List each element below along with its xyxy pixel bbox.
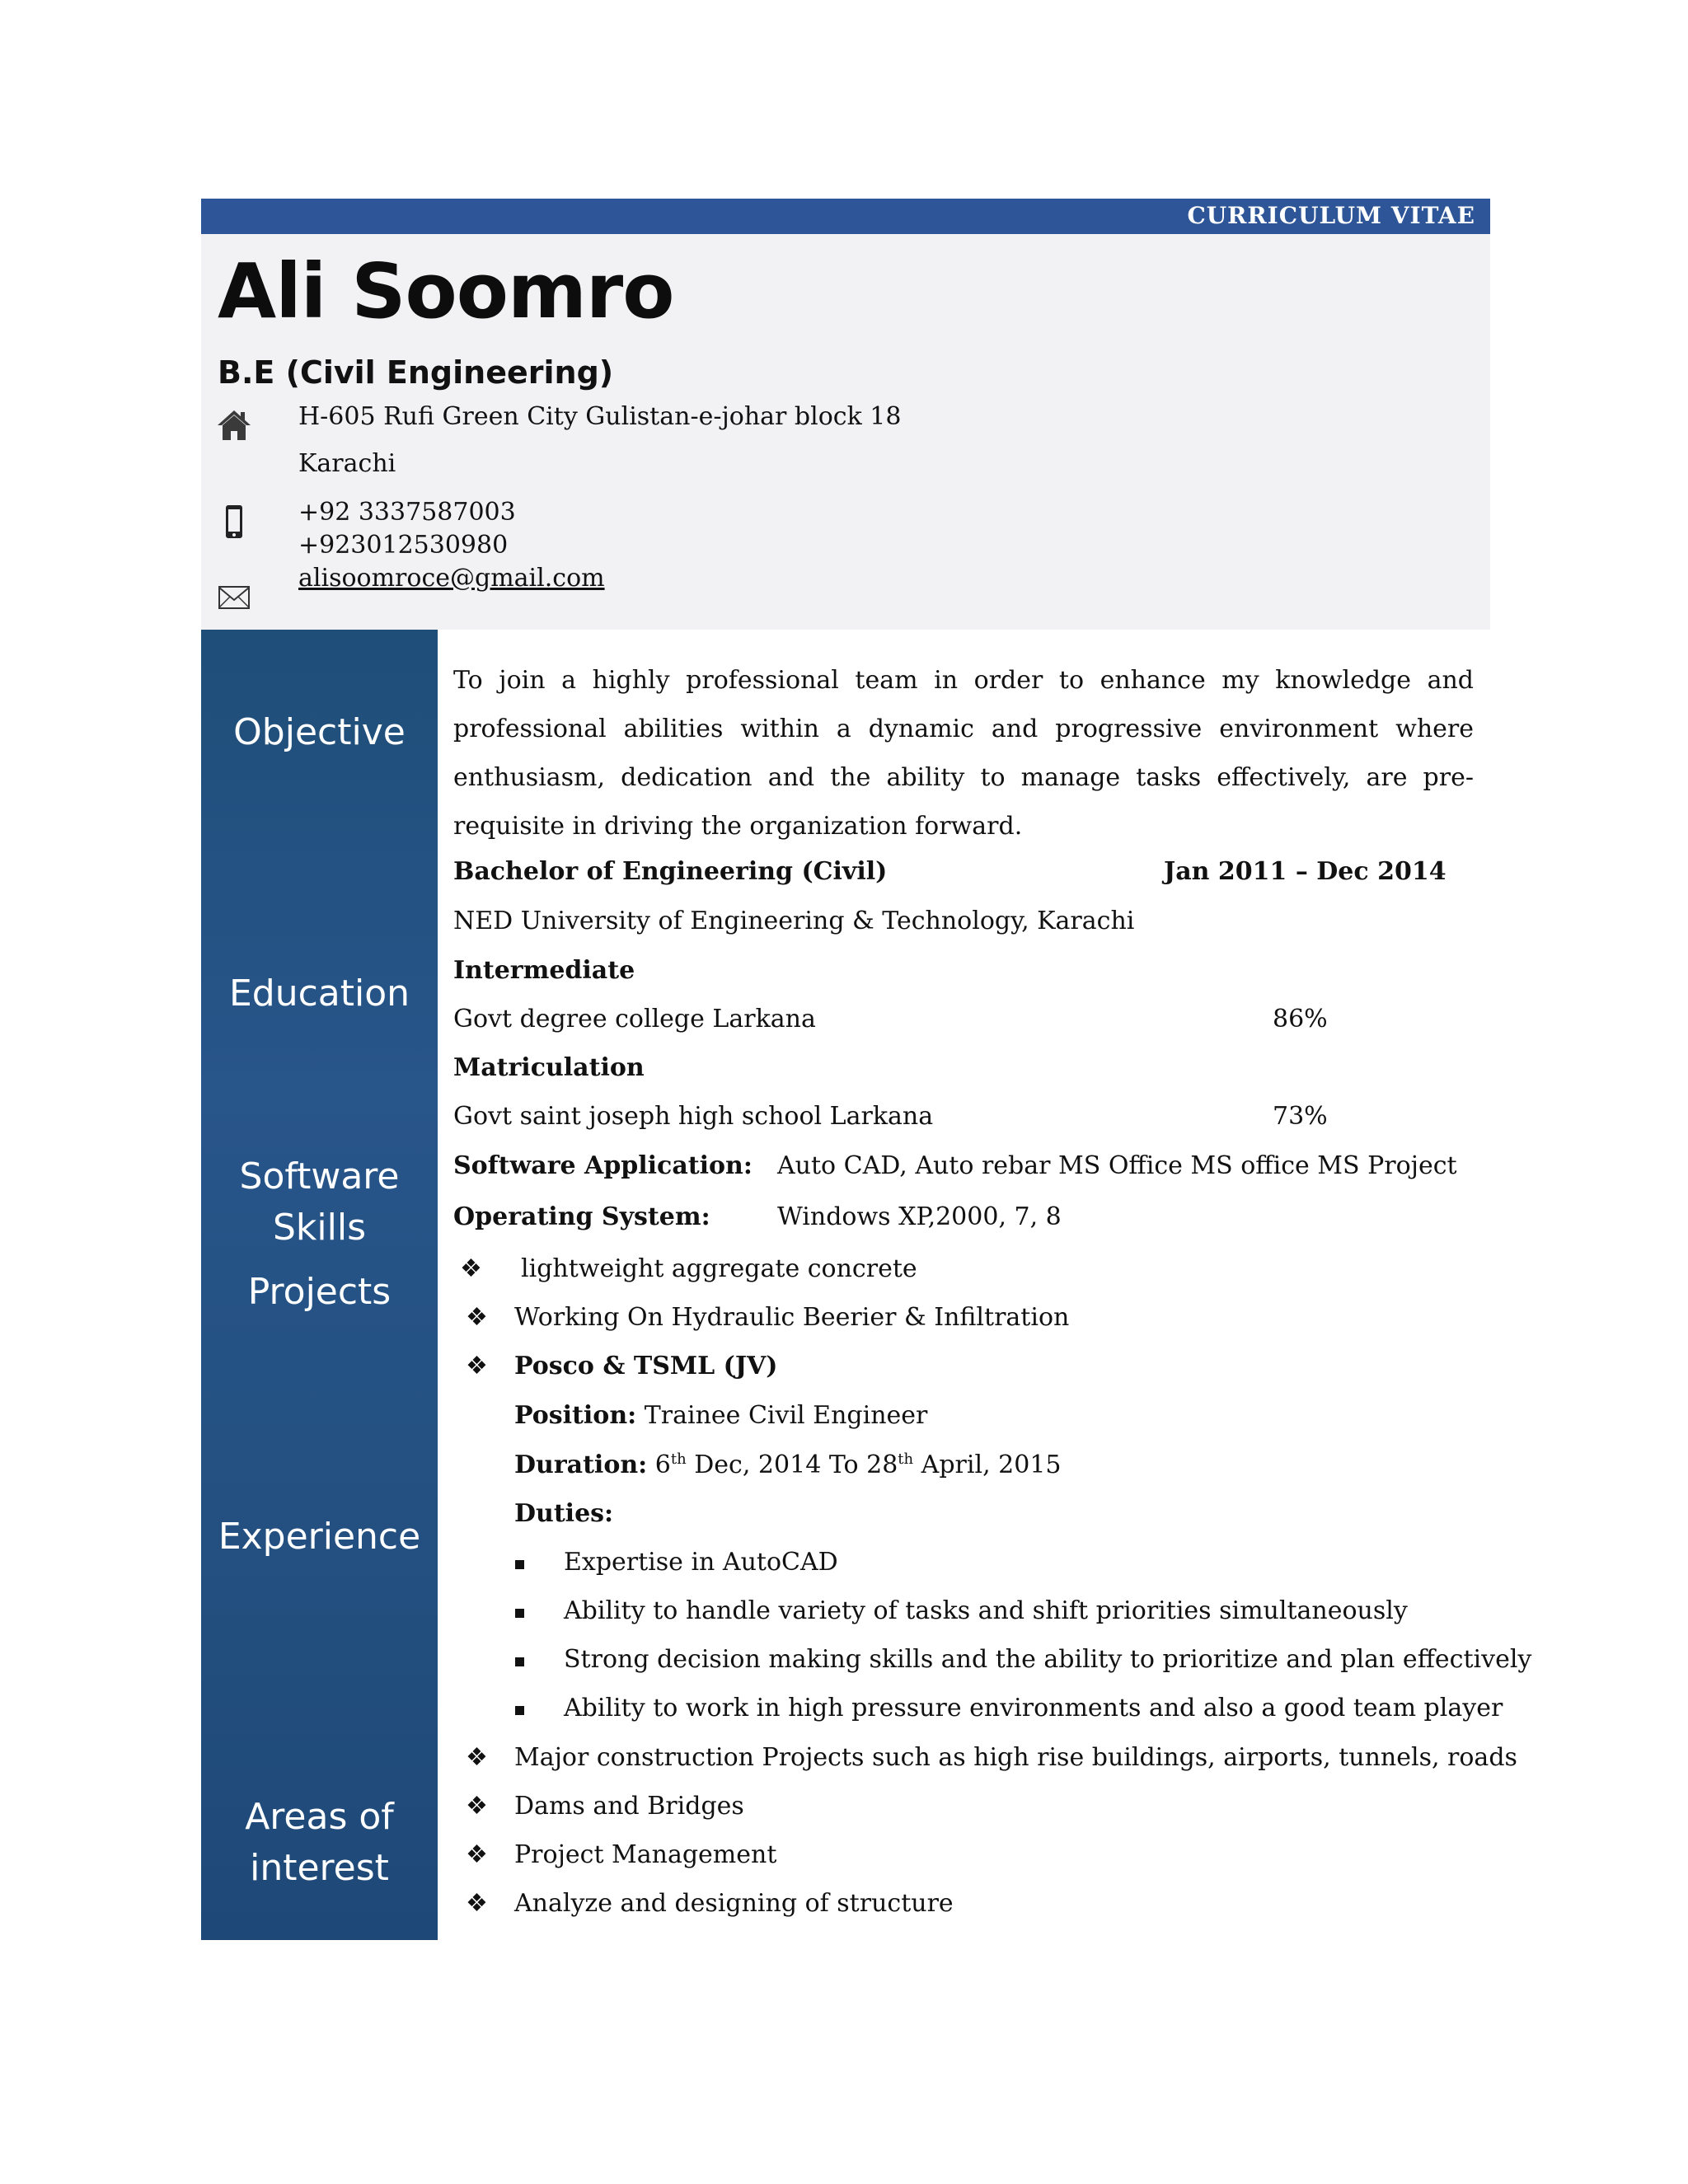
duty-item: Ability to work in high pressure environments and also a good team player: [564, 1694, 1503, 1722]
duration-start-suffix: th: [670, 1451, 687, 1468]
email-link[interactable]: alisoomroce@gmail.com: [298, 564, 605, 593]
diamond-bullet-icon: ❖: [466, 1352, 488, 1380]
address-line-1: H-605 Rufi Green City Gulistan-e-johar block 18: [298, 402, 902, 431]
duty-item: Expertise in AutoCAD: [564, 1548, 838, 1577]
square-bullet-icon: [515, 1706, 524, 1715]
interest-item: Analyze and designing of structure: [514, 1889, 954, 1918]
software-label: Software Application:: [453, 1151, 753, 1180]
duration-end-rest: April, 2015: [921, 1451, 1062, 1479]
section-title-interest-line2: interest: [250, 1847, 389, 1889]
education-inter-title: Intermediate: [453, 956, 635, 985]
envelope-icon: [216, 580, 252, 616]
home-icon: [216, 407, 252, 443]
duration-label: Duration:: [514, 1451, 648, 1479]
education-degree-title: Bachelor of Engineering (Civil): [453, 857, 888, 886]
section-title-software-line1: Software: [239, 1155, 400, 1197]
project-item: Working On Hydraulic Beerier & Infiltration: [514, 1303, 1070, 1332]
experience-duration: [514, 1451, 1062, 1479]
diamond-bullet-icon: ❖: [460, 1254, 482, 1283]
interest-item: Dams and Bridges: [514, 1792, 744, 1821]
header-banner: [201, 199, 1490, 234]
duration-end-day: 28: [866, 1451, 898, 1479]
candidate-degree: B.E (Civil Engineering): [218, 354, 614, 391]
position-value: Trainee Civil Engineer: [644, 1401, 928, 1430]
education-inter-score: 86%: [1273, 1005, 1328, 1033]
project-item: lightweight aggregate concrete: [521, 1254, 917, 1283]
duration-start-rest: Dec, 2014 To: [694, 1451, 859, 1479]
section-title-education: Education: [228, 972, 410, 1015]
interest-item: Project Management: [514, 1840, 777, 1869]
duty-item: Strong decision making skills and the ability to prioritize and plan effectively: [564, 1645, 1532, 1674]
address-line-2: Karachi: [298, 449, 396, 478]
duration-end-suffix: th: [898, 1451, 914, 1468]
section-title-objective: Objective: [233, 711, 406, 753]
objective-paragraph: To join a highly professional team in order to enhance my knowledge and professional abilities within a dynamic and progressive environment where enthusiasm, dedication and the ability to manage tasks effectively, are pre-requisite in driving the organization forward.: [453, 666, 1474, 841]
diamond-bullet-icon: ❖: [466, 1889, 488, 1918]
education-matric-title: Matriculation: [453, 1053, 645, 1082]
section-title-experience: Experience: [218, 1516, 421, 1558]
education-inter-school: Govt degree college Larkana: [453, 1005, 816, 1033]
education-matric-score: 73%: [1273, 1102, 1328, 1131]
position-label: Position:: [514, 1401, 637, 1430]
diamond-bullet-icon: ❖: [466, 1840, 488, 1869]
diamond-bullet-icon: ❖: [466, 1303, 488, 1332]
software-value: Auto CAD, Auto rebar MS Office MS office MS Project: [777, 1151, 1457, 1180]
phone-secondary: +923012530980: [298, 531, 509, 560]
experience-position: [514, 1401, 927, 1430]
interest-item: Major construction Projects such as high rise buildings, airports, tunnels, roads: [514, 1743, 1517, 1772]
duties-label: Duties:: [514, 1499, 614, 1528]
phone-primary: +92 3337587003: [298, 498, 516, 527]
experience-company: Posco & TSML (JV): [514, 1352, 778, 1380]
section-title-software-line2: Skills: [272, 1207, 366, 1249]
square-bullet-icon: [515, 1609, 524, 1618]
candidate-name: Ali Soomro: [218, 247, 674, 335]
education-degree-school: NED University of Engineering & Technology, Karachi: [453, 907, 1135, 935]
section-title-projects: Projects: [247, 1271, 392, 1313]
section-title-interest-line1: Areas of: [245, 1796, 394, 1838]
duty-item: Ability to handle variety of tasks and shift priorities simultaneously: [564, 1596, 1408, 1625]
document-type-label: CURRICULUM VITAE: [1187, 202, 1475, 229]
duration-start-day: 6: [654, 1451, 671, 1479]
diamond-bullet-icon: ❖: [466, 1792, 488, 1821]
square-bullet-icon: [515, 1560, 524, 1569]
square-bullet-icon: [515, 1657, 524, 1666]
mobile-phone-icon: [216, 504, 252, 540]
os-label: Operating System:: [453, 1202, 710, 1231]
education-degree-dates: Jan 2011 – Dec 2014: [1164, 857, 1447, 886]
diamond-bullet-icon: ❖: [466, 1743, 488, 1772]
education-matric-school: Govt saint joseph high school Larkana: [453, 1102, 934, 1131]
os-value: Windows XP,2000, 7, 8: [777, 1202, 1062, 1231]
